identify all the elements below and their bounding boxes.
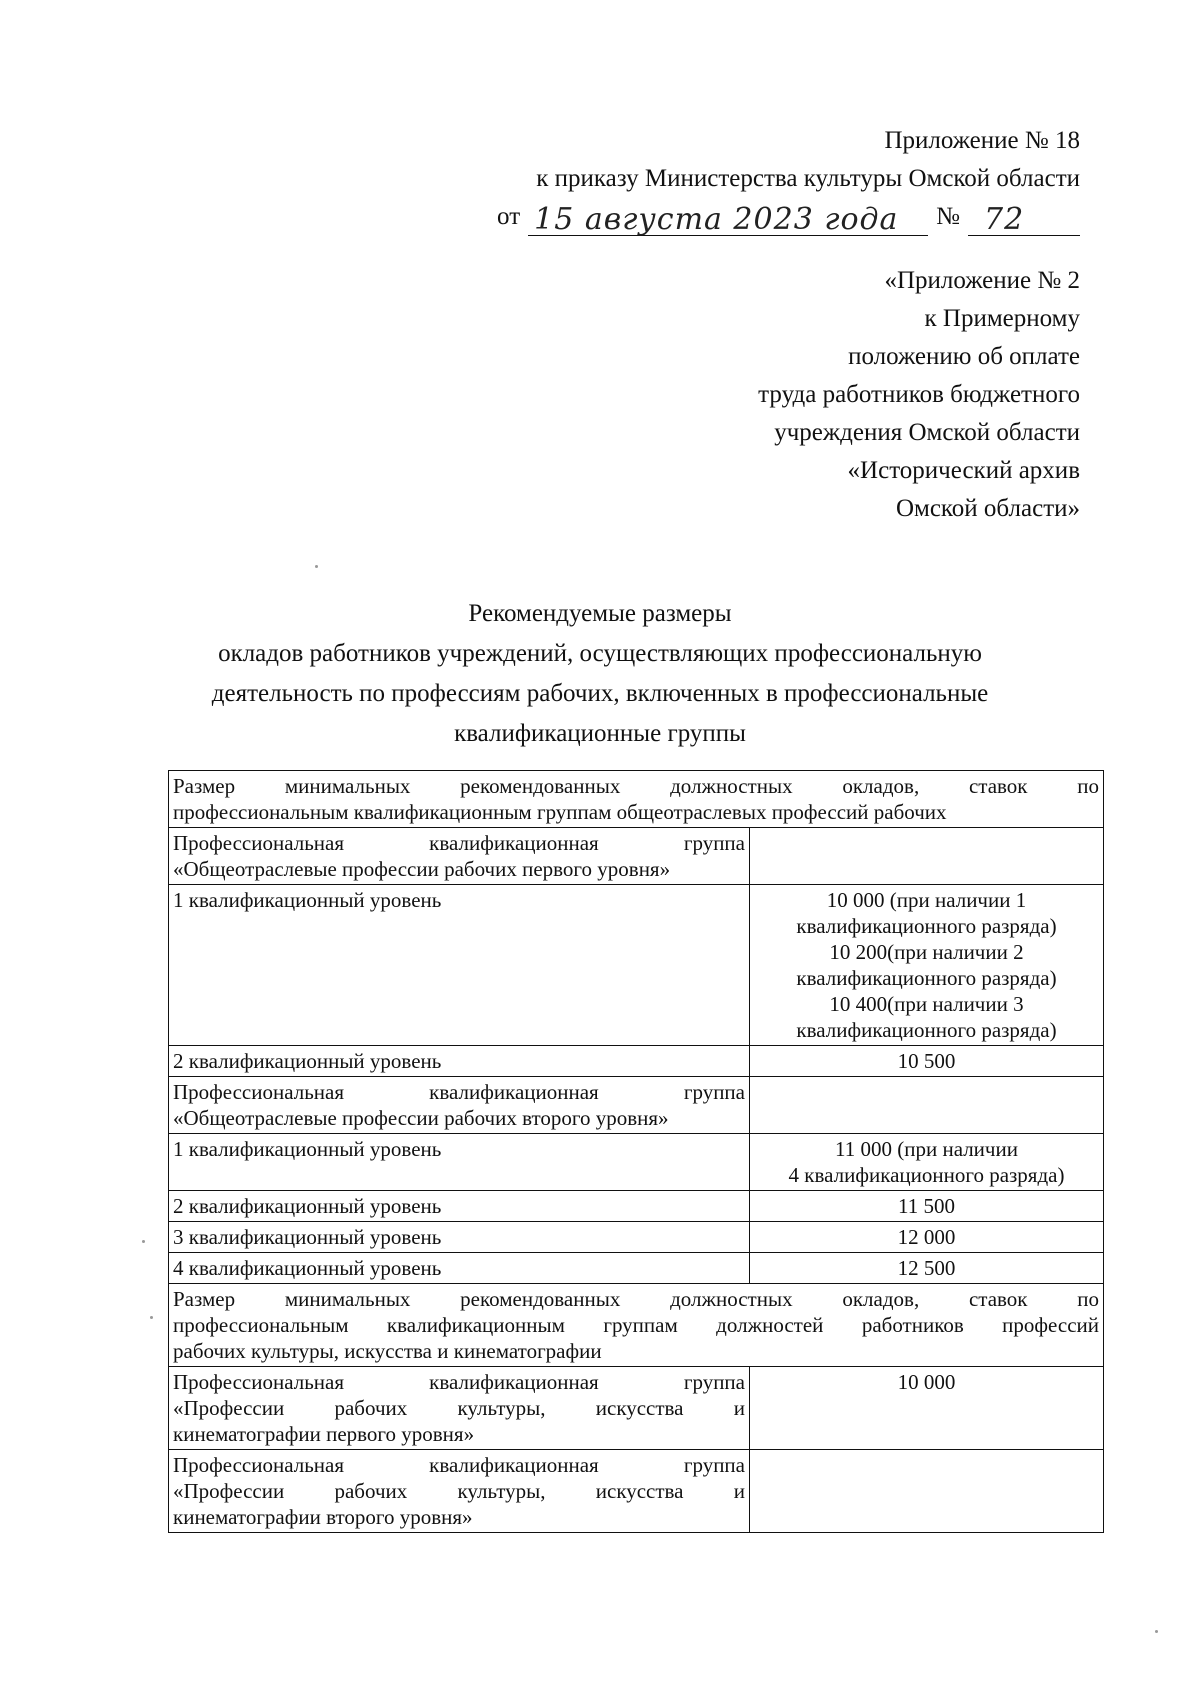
document-title [150, 594, 1050, 754]
level-name: 4 квалификационный уровень [169, 1253, 750, 1284]
group-name [169, 1077, 750, 1134]
value-line: 11 000 (при наличии [835, 1137, 1018, 1161]
value-line: 10 200(при наличии 2 [829, 940, 1024, 964]
table-row [169, 885, 1104, 1046]
scan-speck [315, 565, 318, 568]
reference-block [758, 262, 1080, 528]
level-value: 10 500 [750, 1046, 1104, 1077]
handwritten-date: 15 августа 2023 года [534, 202, 899, 237]
reference-line: учреждения Омской области [774, 419, 1080, 446]
level-value: 12 500 [750, 1253, 1104, 1284]
group-value [750, 1077, 1104, 1134]
level-name: 3 квалификационный уровень [169, 1222, 750, 1253]
section-text: профессиональным квалификационным группам должностей работников профессий [173, 1313, 1099, 1337]
order-reference: к приказу Министерства культуры Омской области [536, 165, 1080, 192]
group-name [169, 1450, 750, 1533]
group-value: 10 000 [750, 1367, 1104, 1450]
group-text: «Общеотраслевые профессии рабочих второго уровня» [173, 1106, 669, 1130]
date-blank [528, 202, 928, 237]
section-row [169, 771, 1104, 828]
table-row [169, 1046, 1104, 1077]
section-header [169, 771, 1104, 828]
number-prefix: № [936, 203, 960, 230]
appendix-title: Приложение № 18 [884, 127, 1080, 154]
value-line: квалификационного разряда) [796, 1018, 1057, 1042]
group-name [169, 1367, 750, 1450]
group-text: «Общеотраслевые профессии рабочих первого уровня» [173, 857, 671, 881]
table-row [169, 1450, 1104, 1533]
date-prefix: от [497, 203, 521, 230]
group-text: Профессиональная квалификационная группа [173, 1080, 745, 1104]
section-text: профессиональным квалификационным группам общеотраслевых профессий рабочих [173, 800, 947, 824]
level-name: 2 квалификационный уровень [169, 1191, 750, 1222]
section-text: Размер минимальных рекомендованных должностных окладов, ставок по [173, 1287, 1099, 1311]
level-value [750, 1134, 1104, 1191]
reference-line: «Приложение № 2 [884, 267, 1080, 294]
handwritten-number: 72 [984, 202, 1025, 237]
group-text: кинематографии второго уровня» [173, 1505, 473, 1529]
level-name: 1 квалификационный уровень [169, 885, 750, 1046]
number-blank [968, 202, 1080, 237]
title-line: деятельность по профессиям рабочих, включенных в профессиональные [211, 680, 989, 707]
level-value: 12 000 [750, 1222, 1104, 1253]
salary-table [168, 770, 1104, 1533]
title-line: Рекомендуемые размеры [468, 600, 732, 627]
value-line: 10 400(при наличии 3 [829, 992, 1024, 1016]
value-line: квалификационного разряда) [796, 914, 1057, 938]
group-text: Профессиональная квалификационная группа [173, 1370, 745, 1394]
section-row [169, 1284, 1104, 1367]
section-header [169, 1284, 1104, 1367]
section-text: Размер минимальных рекомендованных должностных окладов, ставок по [173, 774, 1099, 798]
group-value [750, 1450, 1104, 1533]
group-text: кинематографии первого уровня» [173, 1422, 475, 1446]
group-name [169, 828, 750, 885]
level-value: 11 500 [750, 1191, 1104, 1222]
value-line: 10 000 (при наличии 1 [826, 888, 1027, 912]
title-line: окладов работников учреждений, осуществляющих профессиональную [218, 640, 982, 667]
order-date-line [497, 198, 1080, 236]
reference-line: положению об оплате [848, 343, 1080, 370]
value-line: квалификационного разряда) [796, 966, 1057, 990]
table-row [169, 1253, 1104, 1284]
scan-speck [142, 1240, 145, 1243]
reference-line: к Примерному [924, 305, 1080, 332]
level-value [750, 885, 1104, 1046]
table-row [169, 1191, 1104, 1222]
level-name: 1 квалификационный уровень [169, 1134, 750, 1191]
table-row [169, 828, 1104, 885]
table-row [169, 1367, 1104, 1450]
level-name: 2 квалификационный уровень [169, 1046, 750, 1077]
group-text: «Профессии рабочих культуры, искусства и [173, 1396, 745, 1420]
title-line: квалификационные группы [454, 720, 746, 747]
value-line: 4 квалификационного разряда) [788, 1163, 1065, 1187]
reference-line: труда работников бюджетного [758, 381, 1080, 408]
scan-speck [150, 1316, 153, 1319]
group-text: «Профессии рабочих культуры, искусства и [173, 1479, 745, 1503]
scan-speck [1155, 1630, 1158, 1633]
reference-line: «Исторический архив [847, 457, 1080, 484]
table-row [169, 1134, 1104, 1191]
table-row [169, 1077, 1104, 1134]
reference-line: Омской области» [895, 495, 1080, 522]
section-text: рабочих культуры, искусства и кинематографии [173, 1339, 602, 1363]
group-value [750, 828, 1104, 885]
table-row [169, 1222, 1104, 1253]
group-text: Профессиональная квалификационная группа [173, 1453, 745, 1477]
appendix-header [497, 122, 1080, 236]
group-text: Профессиональная квалификационная группа [173, 831, 745, 855]
